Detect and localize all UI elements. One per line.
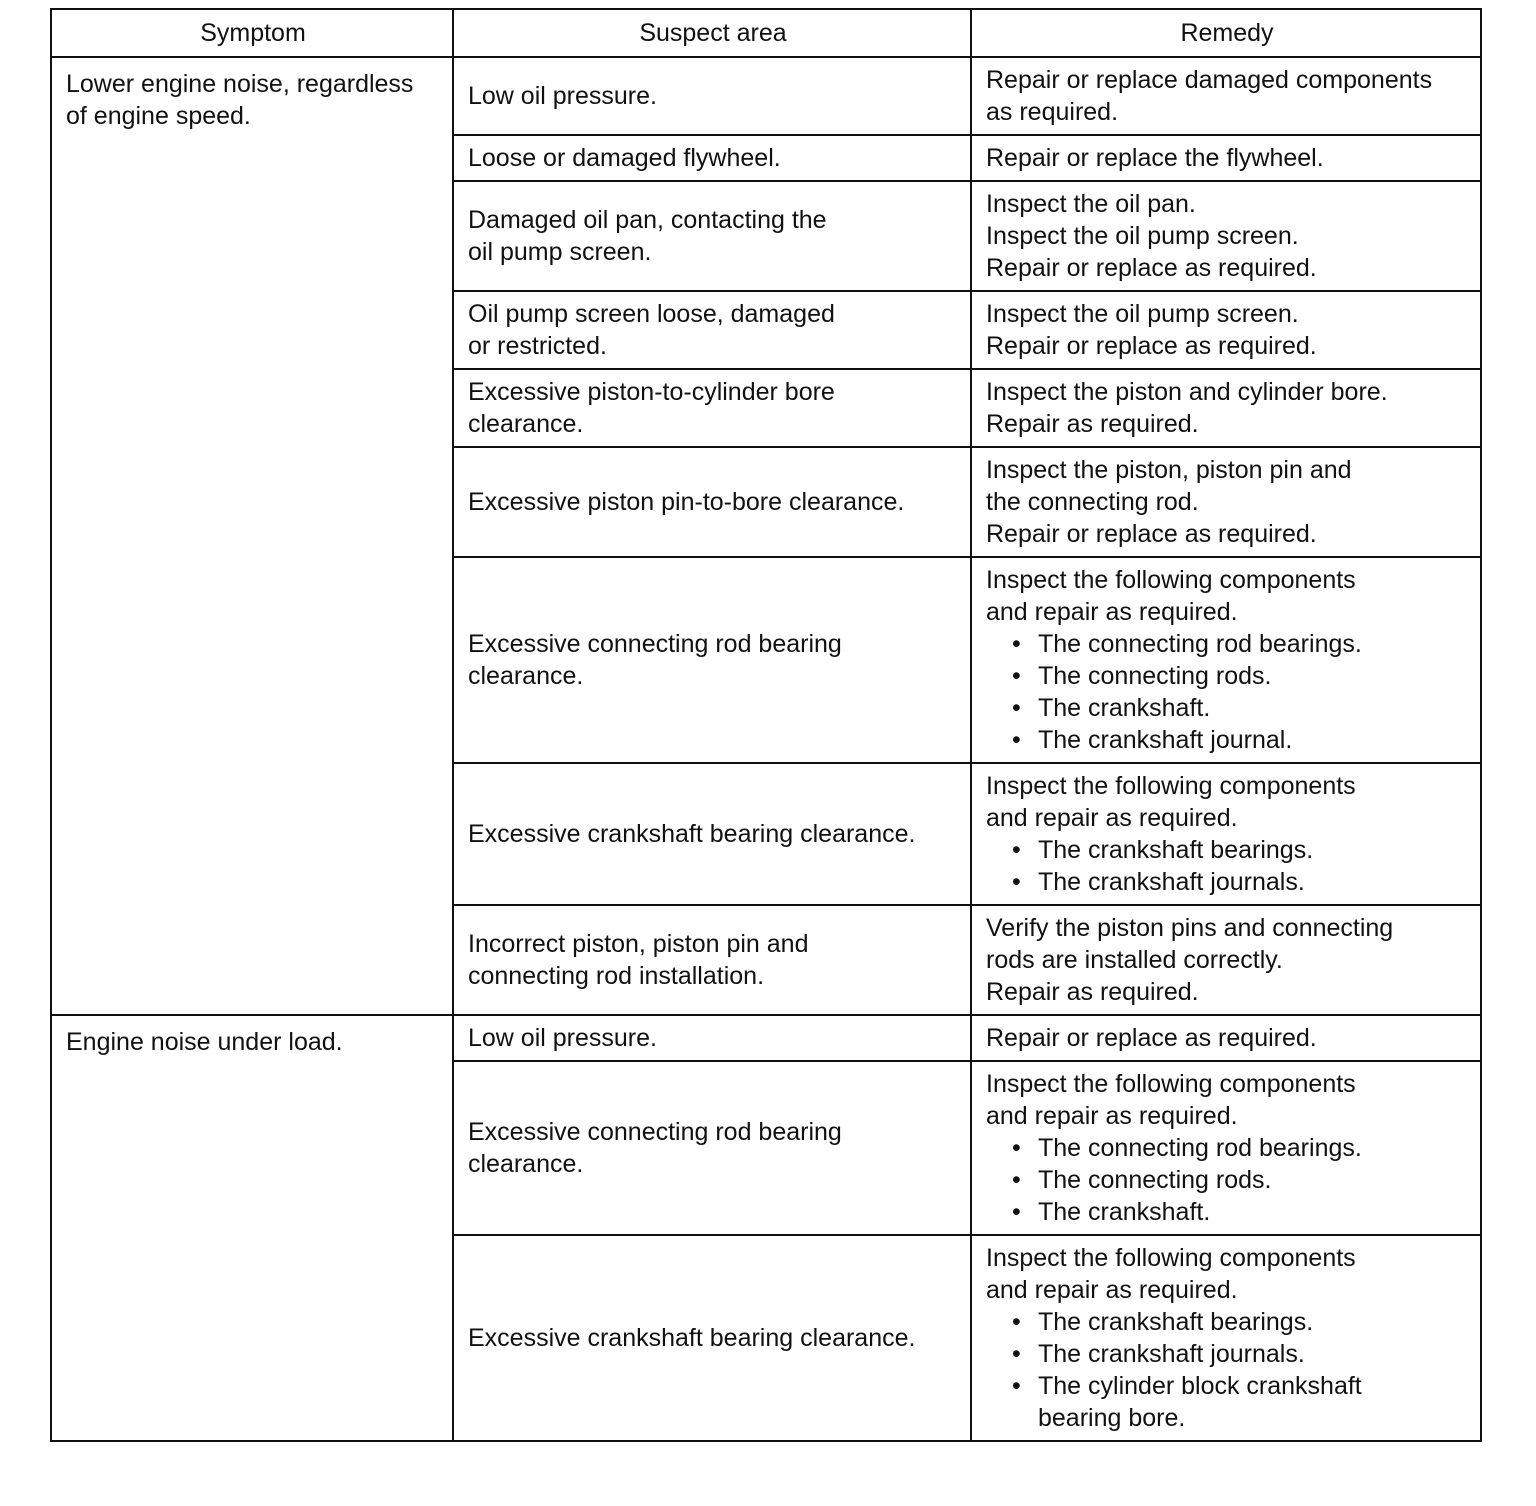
suspect-area-text: clearance. [468,1150,584,1178]
remedy-text: Inspect the piston and cylinder bore. [986,378,1388,406]
remedy-text: the connecting rod. [986,488,1199,516]
remedy-text: Repair or replace as required. [986,520,1317,548]
header-symptom: Symptom [51,9,453,57]
remedy-text: Inspect the oil pump screen. [986,300,1299,328]
suspect-area-cell [453,1235,971,1441]
remedy-text: Inspect the following components [986,1244,1356,1272]
symptom-cell [51,57,453,1015]
remedy-bullet-item [1038,1338,1468,1370]
diagnosis-table-container [50,8,1480,1442]
suspect-area-text: Excessive connecting rod bearing [468,1118,842,1146]
remedy-text: Repair as required. [986,410,1199,438]
suspect-area-cell [453,763,971,905]
remedy-cell [971,291,1481,369]
remedy-bullet-item [1038,1306,1468,1338]
suspect-area-cell [453,57,971,135]
remedy-bullet-text: • The crankshaft bearings. [1038,836,1314,864]
remedy-bullet-text: bearing bore. [1038,1404,1186,1432]
remedy-cell [971,1015,1481,1061]
suspect-area-text: Excessive piston-to-cylinder bore [468,378,835,406]
remedy-bullet-text: • The crankshaft journals. [1038,1340,1305,1368]
suspect-area-cell [453,1061,971,1235]
symptom-text: of engine speed. [66,102,251,130]
symptom-text: Lower engine noise, regardless [66,70,414,98]
suspect-area-text: Low oil pressure. [468,82,657,110]
suspect-area-cell [453,369,971,447]
remedy-text: Inspect the following components [986,566,1356,594]
remedy-bullet-list [986,1132,1468,1228]
remedy-bullet-text: • The connecting rods. [1038,1166,1272,1194]
header-remedy: Remedy [971,9,1481,57]
suspect-area-text: connecting rod installation. [468,962,765,990]
suspect-area-cell [453,291,971,369]
table-row [51,1015,1481,1061]
remedy-cell [971,135,1481,181]
suspect-area-text: or restricted. [468,332,607,360]
remedy-text: rods are installed correctly. [986,946,1283,974]
suspect-area-text: Low oil pressure. [468,1024,657,1052]
suspect-area-cell [453,905,971,1015]
remedy-bullet-item [1038,866,1468,898]
suspect-area-cell [453,1015,971,1061]
remedy-bullet-list [986,1306,1468,1434]
remedy-bullet-text: • The cylinder block crankshaft [1038,1372,1362,1400]
remedy-text: Repair or replace as required. [986,1024,1317,1052]
remedy-cell [971,57,1481,135]
remedy-cell [971,447,1481,557]
header-row [51,9,1481,57]
table-body [51,57,1481,1441]
remedy-text: Inspect the oil pump screen. [986,222,1299,250]
remedy-bullet-item [1038,1132,1468,1164]
suspect-area-text: Excessive piston pin-to-bore clearance. [468,488,905,516]
suspect-area-text: Excessive crankshaft bearing clearance. [468,820,916,848]
suspect-area-text: oil pump screen. [468,238,652,266]
remedy-text: Inspect the oil pan. [986,190,1196,218]
remedy-bullet-text: • The connecting rods. [1038,662,1272,690]
remedy-cell [971,763,1481,905]
remedy-bullet-text: • The crankshaft. [1038,694,1211,722]
suspect-area-cell [453,181,971,291]
remedy-bullet-item [1038,1196,1468,1228]
remedy-text: Repair or replace damaged components [986,66,1433,94]
remedy-bullet-text: • The connecting rod bearings. [1038,1134,1362,1162]
remedy-text: Inspect the following components [986,1070,1356,1098]
remedy-bullet-item [1038,660,1468,692]
remedy-text: and repair as required. [986,1102,1238,1130]
remedy-text: and repair as required. [986,804,1238,832]
remedy-cell [971,1061,1481,1235]
remedy-text: Repair or replace as required. [986,332,1317,360]
remedy-bullet-text: • The connecting rod bearings. [1038,630,1362,658]
remedy-bullet-item [1038,692,1468,724]
remedy-text: Inspect the piston, piston pin and [986,456,1352,484]
remedy-cell [971,181,1481,291]
remedy-text: Repair or replace the flywheel. [986,144,1324,172]
remedy-bullet-list [986,834,1468,898]
remedy-cell [971,369,1481,447]
suspect-area-cell [453,557,971,763]
suspect-area-text: Incorrect piston, piston pin and [468,930,809,958]
remedy-bullet-item [1038,834,1468,866]
remedy-text: and repair as required. [986,1276,1238,1304]
remedy-text: Inspect the following components [986,772,1356,800]
remedy-text: Repair as required. [986,978,1199,1006]
suspect-area-cell [453,447,971,557]
table-row [51,57,1481,135]
remedy-text: as required. [986,98,1119,126]
remedy-bullet-text: • The crankshaft journal. [1038,726,1293,754]
symptom-text: Engine noise under load. [66,1028,343,1056]
remedy-text: Verify the piston pins and connecting [986,914,1394,942]
suspect-area-text: Loose or damaged flywheel. [468,144,781,172]
remedy-bullet-item [1038,628,1468,660]
remedy-bullet-item [1038,1370,1468,1434]
remedy-cell [971,905,1481,1015]
header-suspect-area: Suspect area [453,9,971,57]
suspect-area-text: Oil pump screen loose, damaged [468,300,835,328]
remedy-bullet-item [1038,1164,1468,1196]
suspect-area-text: Excessive connecting rod bearing [468,630,842,658]
remedy-text: and repair as required. [986,598,1238,626]
remedy-bullet-item [1038,724,1468,756]
remedy-cell [971,1235,1481,1441]
diagnosis-table [50,8,1482,1442]
remedy-cell [971,557,1481,763]
remedy-bullet-list [986,628,1468,756]
suspect-area-text: clearance. [468,662,584,690]
remedy-bullet-text: • The crankshaft journals. [1038,868,1305,896]
remedy-bullet-text: • The crankshaft. [1038,1198,1211,1226]
suspect-area-cell [453,135,971,181]
suspect-area-text: Damaged oil pan, contacting the [468,206,827,234]
remedy-text: Repair or replace as required. [986,254,1317,282]
symptom-cell [51,1015,453,1441]
suspect-area-text: Excessive crankshaft bearing clearance. [468,1324,916,1352]
remedy-bullet-text: • The crankshaft bearings. [1038,1308,1314,1336]
suspect-area-text: clearance. [468,410,584,438]
